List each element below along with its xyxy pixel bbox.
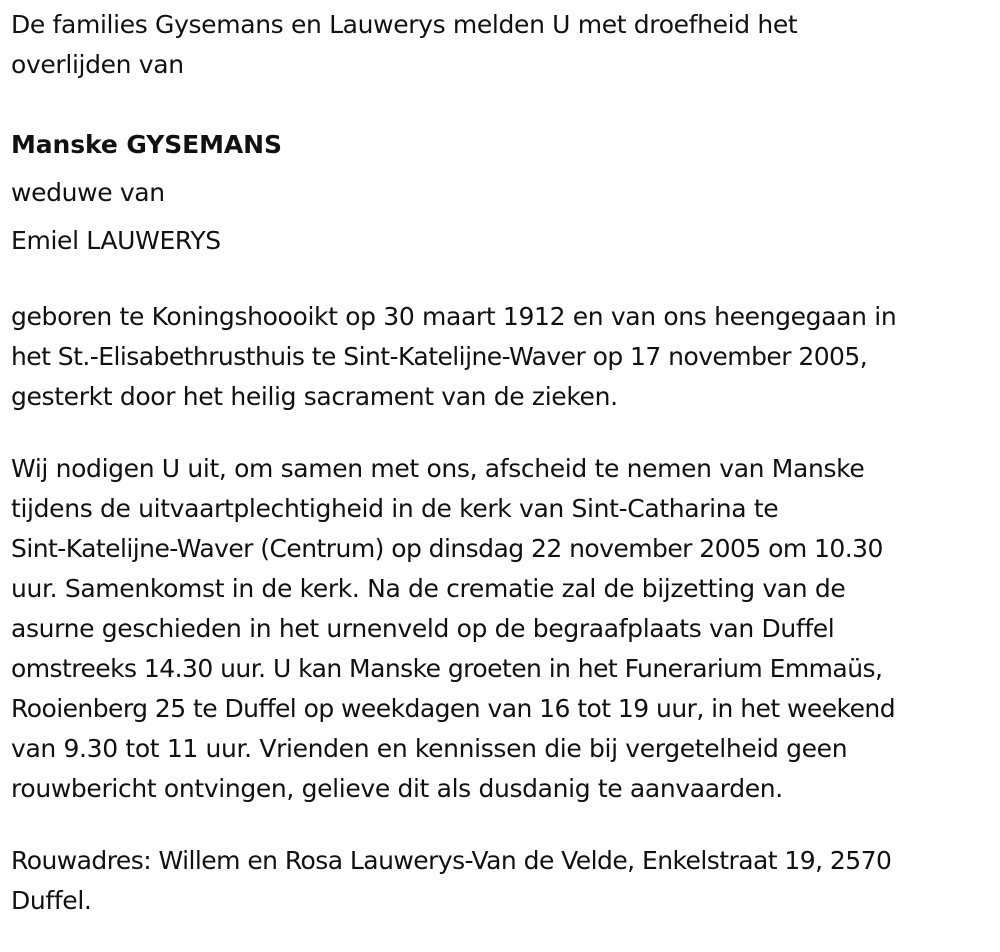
invitation-line: Sint-Katelijne-Waver (Centrum) op dinsdag 22 november 2005 om 10.30: [11, 534, 883, 563]
birth-death-line: het St.-Elisabethrusthuis te Sint-Katelijne-Waver op 17 november 2005,: [11, 342, 868, 371]
funeral-notice: [11, 0, 996, 921]
deceased-name: Manske GYSEMANS: [11, 130, 282, 159]
invitation-line: Rooienberg 25 te Duffel op weekdagen van 16 tot 19 uur, in het weekend: [11, 694, 896, 723]
intro-line: De families Gysemans en Lauwerys melden U met droefheid het: [11, 10, 798, 39]
invitation-line: uur. Samenkomst in de kerk. Na de crematie zal de bijzetting van de: [11, 574, 846, 603]
intro-line: overlijden van: [11, 50, 184, 79]
address-line: Rouwadres: Willem en Rosa Lauwerys-Van de Velde, Enkelstraat 19, 2570: [11, 846, 892, 875]
invitation-line: rouwbericht ontvingen, gelieve dit als dusdanig te aanvaarden.: [11, 774, 783, 803]
invitation-paragraph: [11, 449, 996, 809]
birth-death-line: gesterkt door het heilig sacrament van de zieken.: [11, 382, 618, 411]
relation-text: weduwe van: [11, 178, 165, 207]
intro-paragraph: [11, 5, 996, 85]
invitation-line: Wij nodigen U uit, om samen met ons, afscheid te nemen van Manske: [11, 454, 865, 483]
invitation-line: tijdens de uitvaartplechtigheid in de kerk van Sint-Catharina te: [11, 494, 779, 523]
invitation-line: van 9.30 tot 11 uur. Vrienden en kennissen die bij vergetelheid geen: [11, 734, 848, 763]
birth-death-line: geboren te Koningshoooikt op 30 maart 1912 en van ons heengegaan in: [11, 302, 897, 331]
invitation-line: asurne geschieden in het urnenveld op de begraafplaats van Duffel: [11, 614, 835, 643]
address-line: Duffel.: [11, 886, 92, 915]
birth-death-paragraph: [11, 297, 996, 417]
address-paragraph: [11, 841, 996, 921]
invitation-line: omstreeks 14.30 uur. U kan Manske groeten in het Funerarium Emmaüs,: [11, 654, 883, 683]
spouse-name: Emiel LAUWERYS: [11, 226, 221, 255]
